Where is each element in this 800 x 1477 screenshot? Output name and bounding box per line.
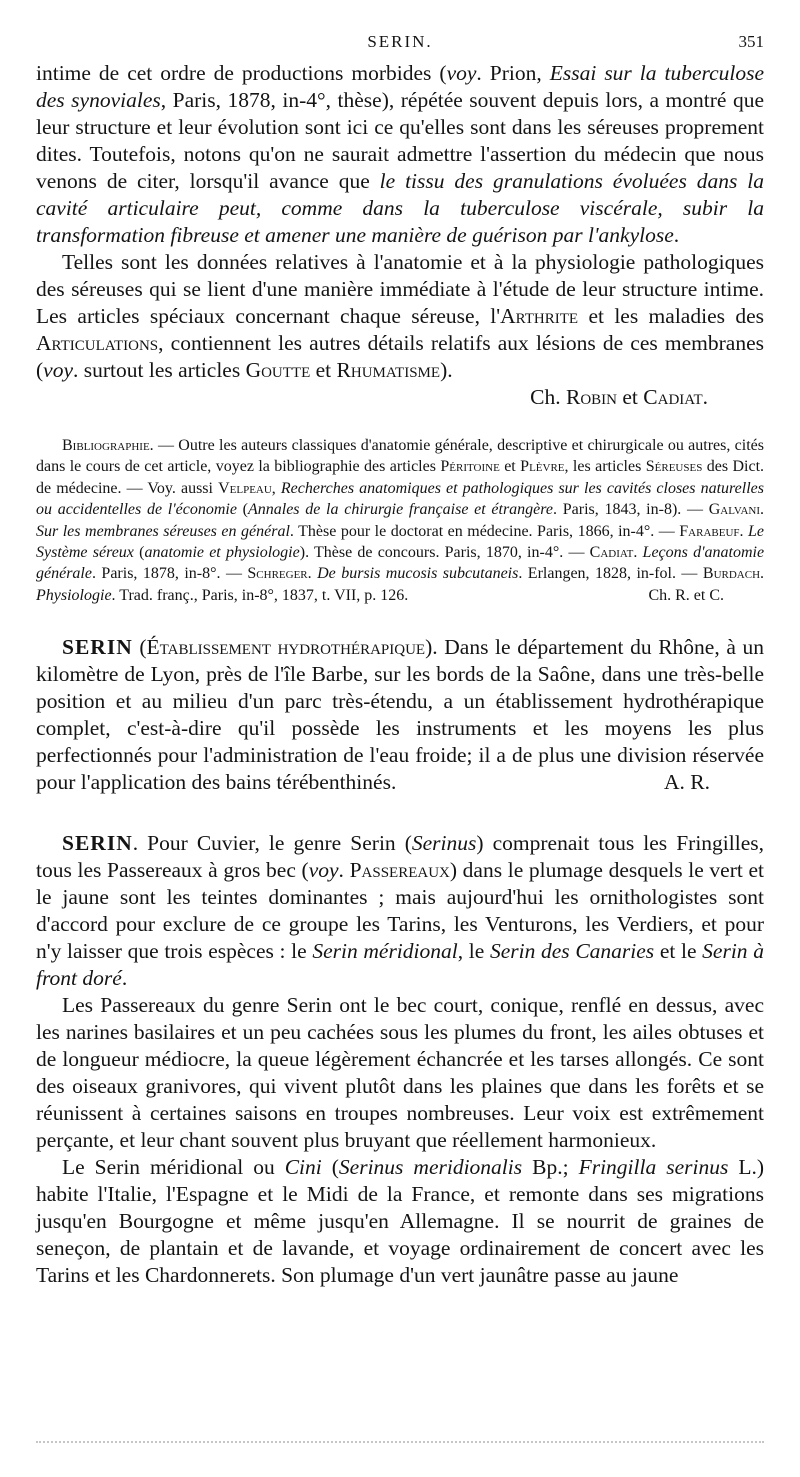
text-run: ) comprenait tous les Fringilles, tous les Passereaux à gros bec ( (36, 831, 765, 883)
text-run: intime de cet ordre de productions morbides ( (36, 61, 447, 85)
bibliography-text (36, 435, 764, 606)
text-run: ( (236, 501, 248, 519)
text-run: ( (133, 544, 145, 562)
italic-text: Essai sur la tuberculose des synoviales (36, 61, 765, 112)
italic-text: voy (446, 61, 477, 85)
small-caps-term: Séreuses (645, 458, 703, 476)
bibliography-signature: Ch. R. et C. (648, 586, 724, 604)
italic-text: Annales de la chirurgie française et étrangère (247, 501, 554, 519)
italic-text: Le Système séreux (36, 522, 765, 562)
small-caps-term: Galvani (708, 501, 761, 519)
italic-text: Sur les membranes séreuses en général (36, 522, 290, 540)
italic-text: voy (308, 858, 339, 883)
text-run: . (673, 223, 680, 247)
running-title: SERIN. (367, 32, 433, 51)
text-run: , les articles (564, 458, 646, 476)
text-run: L.) habite l'Italie, l'Espagne et le Midi de la France, et remonte dans ses migrations jusqu'en Bourgogne et même jusqu'en Allemagne. Il se nourrit de graines de seneçon, de plantain et de lavande, et voyage ordinairement de concert avec les Tarins et les Chardonnerets. Son plumage d'un vert jaunâtre passe au jaune (36, 1155, 764, 1288)
italic-text: Serin des Canaries (489, 939, 655, 964)
text-run: , le (457, 939, 490, 964)
italic-text: Recherches anatomiques et pathologiques sur les cavités closes naturelles ou accidentelles de l'économie (36, 479, 765, 519)
text-run: . — Outre les auteurs classiques d'anatomie générale, descriptive et chirurgicale ou autres, cités dans le cours de cet article, voyez la bibliographie des articles (36, 437, 764, 476)
text-run: Les Passereaux du genre Serin ont le bec court, conique, renflé en dessus, avec les narines basilaires et un peu cachées sous les plumes du front, les ailes obtuses et de longueur médiocre, la queue légèrement échancrée et les tarses allongés. Ce sont des oiseaux granivores, qui vivent plutôt dans les plaines que dans les forêts et se réunissent à certaines saisons en troupes nombreuses. Leur voix est extrêmement perçante, et leur chant souvent plus bruyant que réellement harmonieux. (36, 993, 764, 1153)
small-caps-term: Farabeuf (679, 522, 740, 540)
text-run: Telles sont les données relatives à l'anatomie et à la physiologie pathologiques des séreuses qui se lient d'une manière immédiate à l'étude de leur structure intime. Les articles spéciaux concernant chaque séreuse, l' (36, 250, 764, 328)
text-run: ( (321, 1155, 339, 1180)
entry-serin-oiseau (36, 830, 764, 1289)
text-run: , (271, 479, 281, 497)
author-robin: Robin (565, 385, 617, 409)
entry-etablissement-text: SERIN (Établissement hydrothérapique). Dans le département du Rhône, à un kilomètre de Lyon, près de l'île Barbe, sur les bords de la Saône, dans une très-belle position et au milieu d'un parc très-étendu, a un établissement hydrothérapique complet, c'est-à-dire qu'il possède les instruments et les moyens les plus perfectionnés pour l'administration de l'eau froide; il a de plus une division réservée pour l'application des bains térébenthinés. A. R. (36, 635, 764, 795)
text-run: et (499, 458, 521, 476)
italic-text: voy (43, 358, 74, 382)
text-run: . Prion, (476, 61, 550, 85)
entry-headword: SERIN (62, 831, 133, 856)
entry-oiseau-paragraph-2 (36, 992, 764, 1154)
small-caps-term: Rhumatisme (336, 358, 441, 382)
small-caps-term: Péritoine (440, 458, 500, 476)
entry-etablissement-signature: A. R. (664, 770, 710, 795)
text-run: et le (654, 939, 703, 964)
text-run: . (338, 858, 350, 883)
text-run: . Erlangen, 1828, in-fol. — (518, 565, 703, 583)
italic-text: anatomie et physiologie (144, 544, 300, 562)
text-run: . (739, 522, 749, 540)
entry-oiseau-paragraph-3 (36, 1154, 764, 1289)
intro-paragraph-1 (36, 60, 764, 249)
small-caps-term: Goutte (245, 358, 311, 382)
text-run: . Trad. franç., Paris, in-8°, 1837, t. VII, p. 126. (111, 586, 409, 604)
small-caps-term: Cadiat (589, 544, 634, 562)
small-caps-term: Schreger (247, 565, 308, 583)
italic-text: Cini (284, 1155, 322, 1180)
text-run: . (307, 565, 318, 583)
italic-text: Leçons d'anatomie générale (36, 544, 765, 583)
text-run: ) dans le plumage desquels le vert et le jaune sont les teintes dominantes ; mais aujourd'hui les ornithologistes sont d'accord pour exclure de ce groupe les Tarins, les Venturons, les Verdiers, et pour n'y laisser que trois espèces : le (36, 858, 765, 964)
italic-text: Physiologie (36, 586, 112, 604)
intro-signature: Ch. Robin et Cadiat. (530, 385, 708, 409)
entry-oiseau-paragraph-1 (36, 830, 764, 992)
text-run: , contiennent les autres détails relatifs aux lésions de ces membranes ( (36, 331, 764, 382)
text-run: Le Serin méridional ou (62, 1155, 285, 1180)
small-caps-term: Articulations (36, 331, 159, 355)
italic-text: Serin méridional (312, 939, 458, 964)
text-run: . Paris, 1878, in-8°. — (91, 565, 248, 583)
italic-text: Fringilla serinus (578, 1155, 729, 1180)
text-run: et les maladies des (578, 304, 764, 328)
page-body (36, 60, 764, 1289)
author-cadiat: Cadiat (643, 385, 703, 409)
text-run: et (310, 358, 337, 382)
small-caps-term: Bibliographie (62, 437, 150, 454)
small-caps-term: Passereaux (349, 858, 450, 883)
small-caps-term: Plèvre (520, 458, 565, 476)
bibliography (36, 435, 764, 606)
italic-text: De bursis mucosis subcutaneis (317, 565, 519, 583)
text-run: . Pour Cuvier, le genre Serin ( (132, 831, 412, 856)
text-run: des Dict. de médecine. — Voy. aussi (36, 458, 765, 497)
text-run: ). Thèse de concours. Paris, 1870, in-4°. — (299, 544, 590, 562)
running-head (36, 32, 764, 56)
text-run: , Paris, 1878, in-4°, thèse), répétée souvent depuis lors, a montré que leur structure et leur évolution sont ici ce qu'elles sont dans les séreuses proprement dites. Toutefois, notons qu'on ne saurait admettre l'assertion du médecin que nous venons de citer, lorsqu'il avance que (36, 88, 764, 193)
page-number: 351 (738, 32, 764, 51)
italic-text: Serinus (411, 831, 477, 856)
text-run: . Paris, 1843, in-8). — (553, 501, 709, 519)
italic-text: Serin à front doré (36, 939, 764, 991)
italic-text: le tissu des granulations évoluées dans la cavité articulaire peut, comme dans la tuberculose viscérale, subir la transformation fibreuse et amener une manière de guérison par l'ankylose (36, 169, 764, 247)
text-run: . (633, 544, 643, 562)
entry-serin-etablissement (36, 634, 764, 796)
entry-headword: SERIN (62, 635, 133, 660)
text-run: ). (440, 358, 453, 382)
small-caps-term: Velpeau (218, 479, 272, 497)
intro-paragraph-2 (36, 249, 764, 384)
text-run: . (760, 565, 765, 583)
text-run: . surtout les articles (73, 358, 246, 382)
entry-gloss: Établissement hydrothérapique (146, 635, 426, 660)
text-run: . (121, 966, 128, 991)
italic-text: Serinus meridionalis (338, 1155, 523, 1180)
small-caps-term: Arthrite (500, 304, 579, 328)
small-caps-term: Burdach (702, 565, 761, 583)
bottom-rule (36, 1441, 764, 1443)
text-run: . (760, 501, 765, 519)
text-run: Bp.; (522, 1155, 579, 1180)
text-run: . Thèse pour le doctorat en médecine. Paris, 1866, in-4°. — (289, 522, 680, 540)
